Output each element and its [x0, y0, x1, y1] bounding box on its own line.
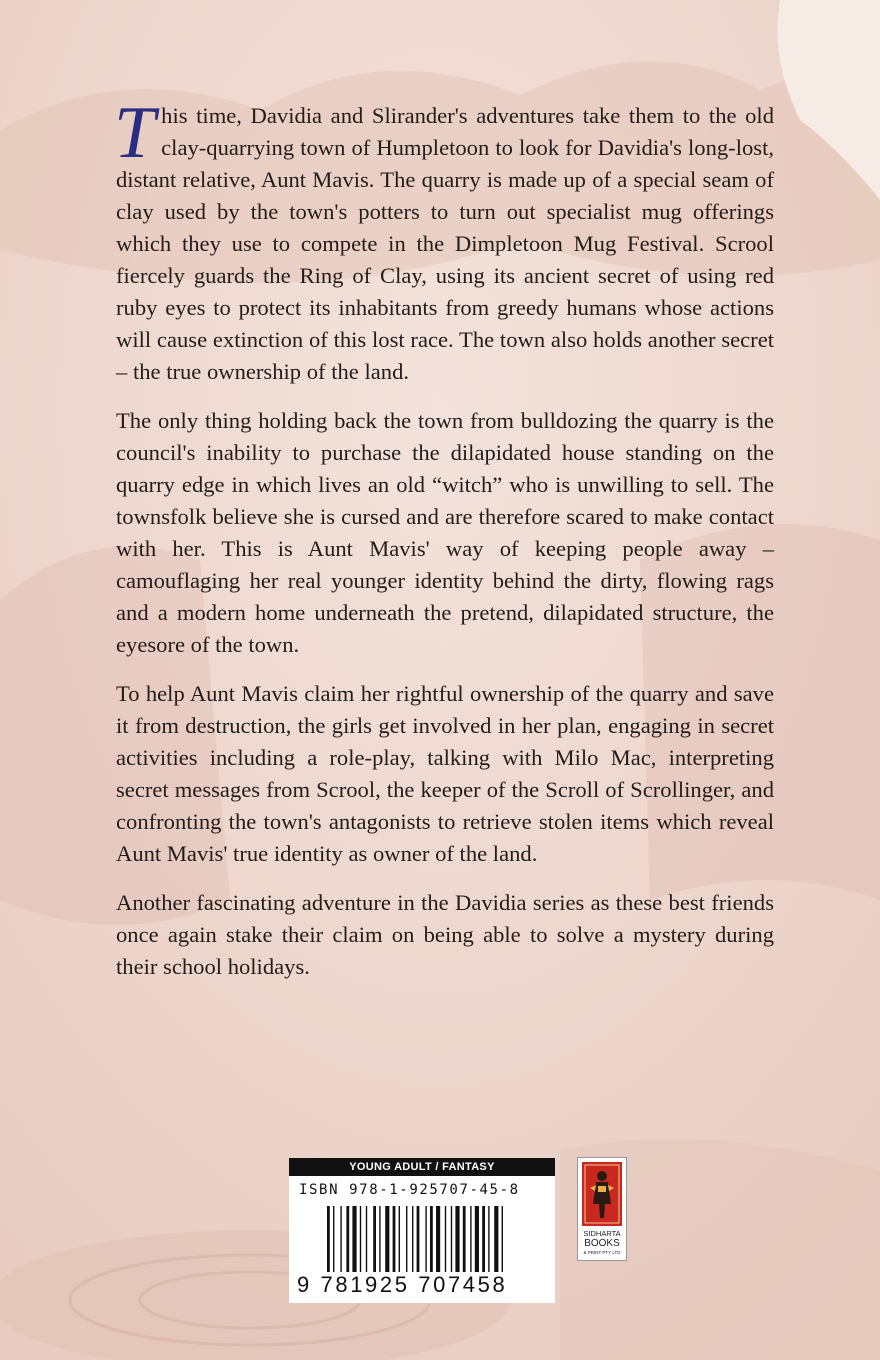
publisher-logo [577, 1157, 627, 1261]
publisher-name [578, 1230, 626, 1257]
isbn-text: ISBN 978-1-925707-45-8 [299, 1182, 520, 1198]
publisher-logo-icon [578, 1158, 626, 1230]
genre-label: YOUNG ADULT / FANTASY [289, 1158, 555, 1176]
barcode-number: 9 781925 707458 [297, 1272, 508, 1297]
blurb-paragraph-1 [114, 92, 774, 388]
publisher-name-line-3: & PRINT PTY LTD [583, 1250, 621, 1255]
publisher-name-line-1: SIDHARTA [583, 1229, 621, 1238]
blurb-text [114, 92, 774, 1000]
blurb-paragraph-3: To help Aunt Mavis claim her rightful ownership of the quarry and save it from destruction, the girls get involved in her plan, engaging in secret activities including a role-play, talking with Milo Mac, interpreting secret messages from Scrool, the keeper of the Scroll of Scrollinger, and confronting the town's antagonists to retrieve stolen items which reveal Aunt Mavis' true identity as owner of the land. [116, 681, 774, 866]
blurb-paragraph-1-text: his time, Davidia and Slirander's adventures take them to the old clay-quarrying town of Humpletoon to look for Davidia's long-lost, distant relative, Aunt Mavis. The quarry is made up of a special seam of clay used by the town's potters to turn out specialist mug offerings which they use to compete in the Dimpletoon Mug Festival. Scrool fiercely guards the Ring of Clay, using its ancient secret of using red ruby eyes to protect its inhabitants from greedy humans whose actions will cause extinction of this lost race. The town also holds another secret – the true ownership of the land. [116, 103, 774, 384]
blurb-paragraph-2: The only thing holding back the town from bulldozing the quarry is the council's inability to purchase the dilapidated house standing on the quarry edge in which lives an old “witch” who is unwilling to sell. The townsfolk believe she is cursed and are therefore scared to make contact with her. This is Aunt Mavis' way of keeping people away – camouflaging her real younger identity behind the dirty, flowing rags and a modern home underneath the pretend, dilapidated structure, the eyesore of the town. [116, 408, 774, 657]
barcode-box [289, 1158, 555, 1303]
drop-cap: T [114, 92, 156, 174]
blurb-paragraph-4: Another fascinating adventure in the Davidia series as these best friends once again stake their claim on being able to solve a mystery during their school holidays. [116, 890, 774, 979]
publisher-name-line-2: BOOKS [584, 1238, 620, 1249]
barcode-bars [327, 1206, 537, 1276]
